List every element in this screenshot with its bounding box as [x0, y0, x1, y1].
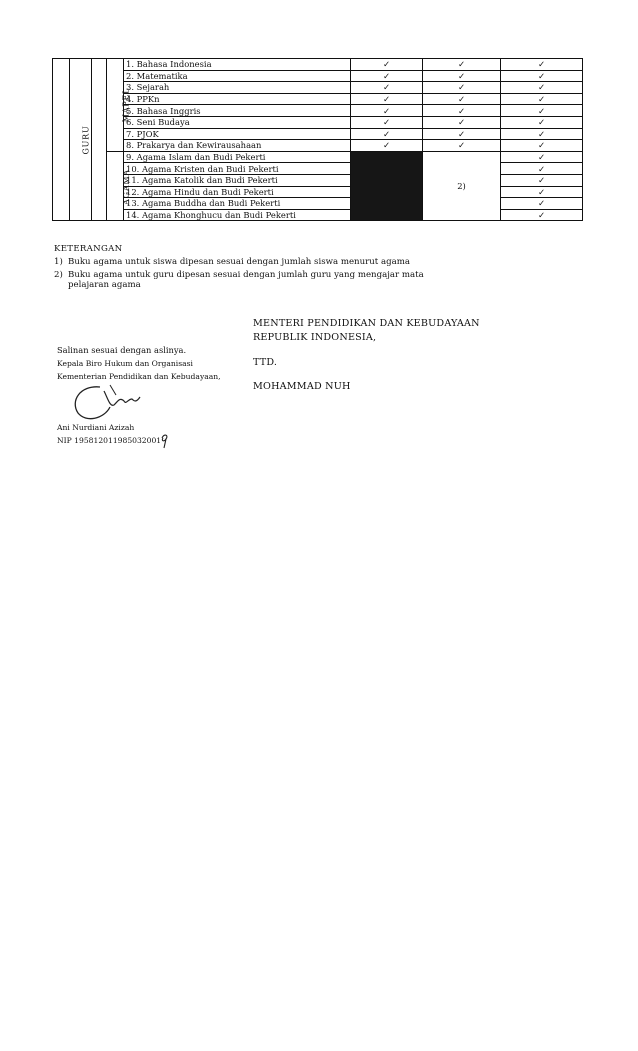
check-mark: ✓ — [501, 105, 583, 117]
book-distribution-table — [52, 58, 583, 221]
item-text-continued: pelajaran agama — [68, 280, 141, 290]
agama-group-cell: AGAMA — [107, 151, 124, 221]
check-mark: ✓ — [351, 105, 423, 117]
note-ref-cell: 2) — [423, 151, 501, 221]
check-mark: ✓ — [501, 82, 583, 94]
check-mark: ✓ — [501, 174, 583, 186]
check-mark: ✓ — [351, 140, 423, 152]
minister-name: MOHAMMAD NUH — [253, 381, 351, 392]
mapel-group-cell: MAPEL — [107, 59, 124, 152]
check-mark: ✓ — [501, 116, 583, 128]
table-row — [53, 82, 583, 94]
check-mark: ✓ — [423, 59, 501, 71]
subject-cell: 3. Sejarah — [124, 82, 351, 94]
keterangan-item — [54, 270, 424, 290]
subject-cell: 12. Agama Hindu dan Budi Pekerti — [124, 186, 351, 198]
subject-cell: 5. Bahasa Inggris — [124, 105, 351, 117]
initial-mark-icon — [158, 432, 172, 450]
subject-cell: 1. Bahasa Indonesia — [124, 59, 351, 71]
nip-number: NIP 195812011985032001 — [57, 436, 162, 445]
table-row — [53, 140, 583, 152]
table-row — [53, 163, 583, 175]
check-mark: ✓ — [423, 70, 501, 82]
table-row — [53, 198, 583, 210]
check-mark: ✓ — [501, 70, 583, 82]
check-mark: ✓ — [423, 105, 501, 117]
check-mark: ✓ — [423, 82, 501, 94]
table-row — [53, 151, 583, 163]
check-mark: ✓ — [351, 93, 423, 105]
minister-title-line1: MENTERI PENDIDIKAN DAN KEBUDAYAAN — [253, 318, 480, 329]
check-mark: ✓ — [351, 82, 423, 94]
ttd-label: TTD. — [253, 357, 278, 368]
table-row — [53, 116, 583, 128]
check-mark: ✓ — [501, 59, 583, 71]
copy-statement: Salinan sesuai dengan aslinya. — [57, 345, 187, 355]
check-mark: ✓ — [423, 140, 501, 152]
check-mark: ✓ — [423, 128, 501, 140]
check-mark: ✓ — [501, 163, 583, 175]
check-mark: ✓ — [501, 186, 583, 198]
table-row — [53, 70, 583, 82]
handwritten-signature — [70, 383, 160, 423]
subject-cell: 10. Agama Kristen dan Budi Pekerti — [124, 163, 351, 175]
item-number: 2) — [54, 270, 63, 280]
table-row — [53, 59, 583, 71]
ministry-name: Kementerian Pendidikan dan Kebudayaan, — [57, 372, 221, 381]
item-text: Buku agama untuk siswa dipesan sesuai dengan jumlah siswa menurut agama — [68, 257, 410, 267]
check-mark: ✓ — [351, 70, 423, 82]
table-row — [53, 93, 583, 105]
table-row — [53, 209, 583, 221]
redacted-block — [351, 151, 423, 221]
official-title: Kepala Biro Hukum dan Organisasi — [57, 359, 193, 368]
subject-cell: 6. Seni Budaya — [124, 116, 351, 128]
table-row — [53, 105, 583, 117]
subject-cell: 4. PPKn — [124, 93, 351, 105]
table-row — [53, 128, 583, 140]
subject-cell: 14. Agama Khonghucu dan Budi Pekerti — [124, 209, 351, 221]
check-mark: ✓ — [351, 128, 423, 140]
check-mark: ✓ — [501, 151, 583, 163]
check-mark: ✓ — [351, 116, 423, 128]
check-mark: ✓ — [501, 140, 583, 152]
guru-group-cell: GURU — [70, 59, 92, 221]
subject-cell: 11. Agama Katolik dan Budi Pekerti — [124, 174, 351, 186]
table-row — [53, 186, 583, 198]
item-number: 1) — [54, 257, 63, 267]
blank-column-cell — [53, 59, 70, 221]
check-mark: ✓ — [351, 59, 423, 71]
subject-cell: 2. Matematika — [124, 70, 351, 82]
check-mark: ✓ — [501, 93, 583, 105]
check-mark: ✓ — [423, 93, 501, 105]
minister-title-line2: REPUBLIK INDONESIA, — [253, 332, 377, 343]
keterangan-title: KETERANGAN — [54, 244, 123, 254]
check-mark: ✓ — [501, 198, 583, 210]
item-text: Buku agama untuk guru dipesan sesuai dengan jumlah guru yang mengajar mata — [68, 270, 424, 280]
subject-cell: 7. PJOK — [124, 128, 351, 140]
subject-cell: 9. Agama Islam dan Budi Pekerti — [124, 151, 351, 163]
official-name: Ani Nurdiani Azizah — [57, 423, 135, 432]
keterangan-item — [54, 257, 410, 267]
subject-cell: 8. Prakarya dan Kewirausahaan — [124, 140, 351, 152]
check-mark: ✓ — [501, 209, 583, 221]
check-mark: ✓ — [423, 116, 501, 128]
subject-cell: 13. Agama Buddha dan Budi Pekerti — [124, 198, 351, 210]
table-row — [53, 174, 583, 186]
check-mark: ✓ — [501, 128, 583, 140]
